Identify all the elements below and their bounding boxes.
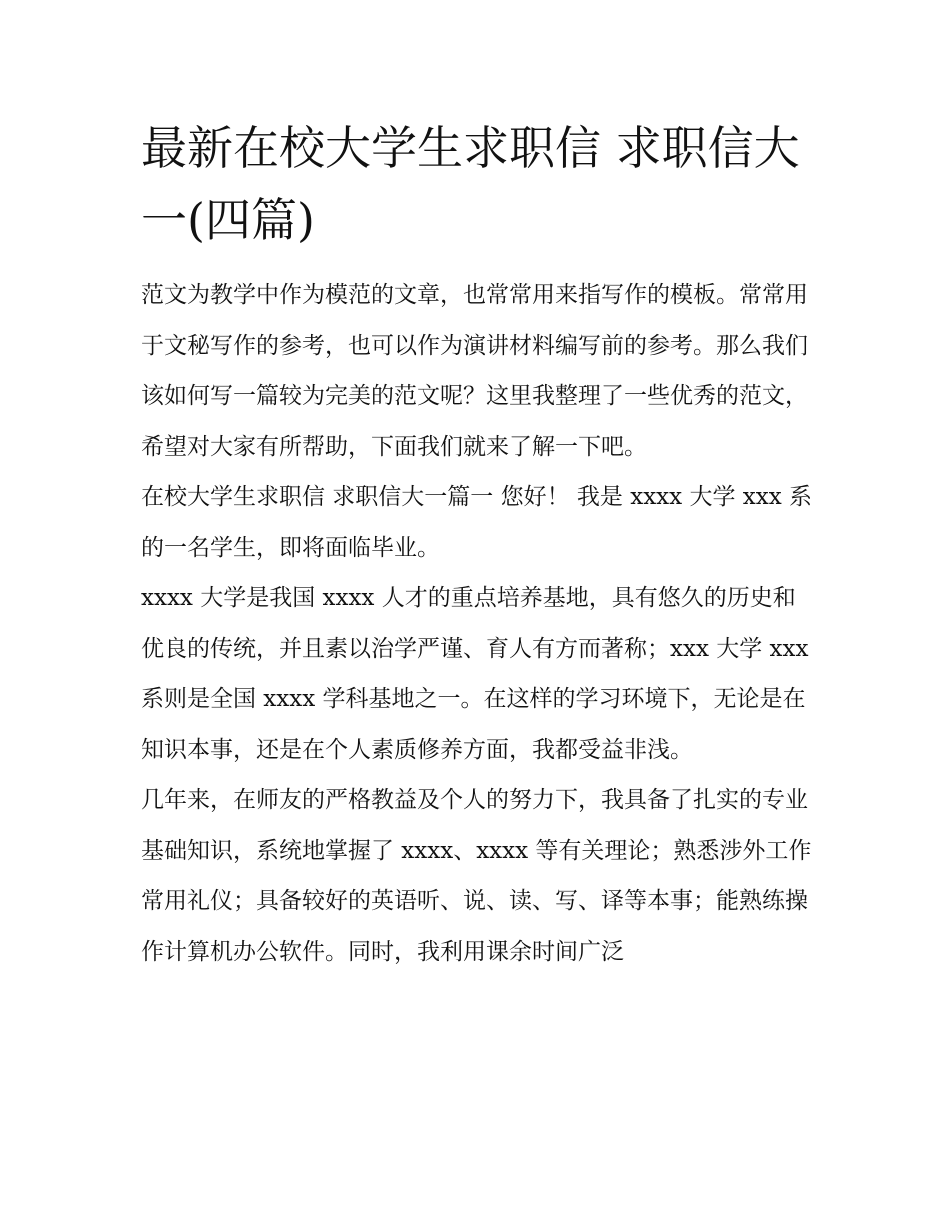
skills-paragraph: 几年来，在师友的严格教益及个人的努力下，我具备了扎实的专业基础知识，系统地掌握了 xxxx、xxxx 等有关理论；熟悉涉外工作常用礼仪；具备较好的英语听、说、读、写、译等本事；能熟练操作计算机办公软件。同时，我利用课余时间广泛 — [141, 787, 812, 965]
letter-greeting-paragraph: 在校大学生求职信 求职信大一篇一 您好！ 我是 xxxx 大学 xxx 系的一名学生，即将面临毕业。 — [141, 484, 812, 561]
intro-paragraph: 范文为教学中作为模范的文章，也常常用来指写作的模板。常常用于文秘写作的参考，也可以作为演讲材料编写前的参考。那么我们该如何写一篇较为完美的范文呢？这里我整理了一些优秀的范文，希望对大家有所帮助，下面我们就来了解一下吧。 — [141, 282, 808, 460]
university-paragraph: xxxx 大学是我国 xxxx 人才的重点培养基地，具有悠久的历史和优良的传统，并且素以治学严谨、育人有方而著称；xxx 大学 xxx 系则是全国 xxxx 学科基地之一。在这样的学习环境下，无论是在知识本事，还是在个人素质修养方面，我都受益非浅。 — [141, 585, 809, 763]
document-title: 最新在校大学生求职信 求职信大一(四篇) — [141, 121, 800, 247]
document-body — [141, 112, 813, 977]
